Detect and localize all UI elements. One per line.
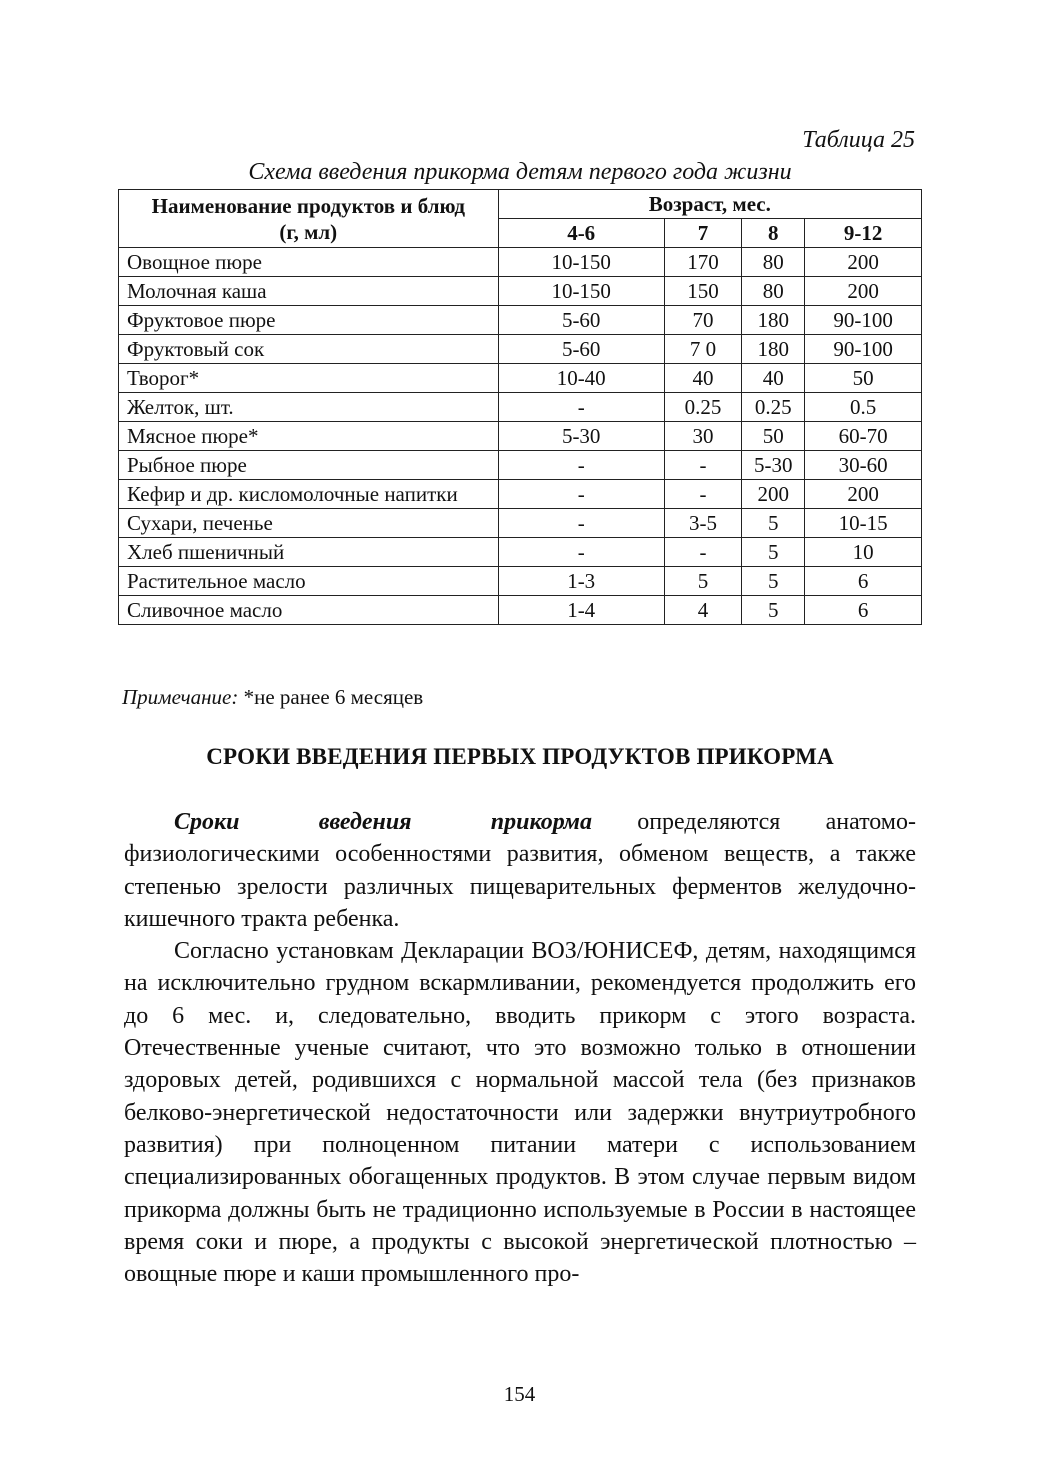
amount-cell: - — [664, 538, 741, 567]
product-name-cell: Молочная каша — [119, 277, 499, 306]
amount-cell: 90-100 — [805, 335, 922, 364]
age-group-header: Возраст, мес. — [498, 190, 921, 219]
amount-cell: 50 — [742, 422, 805, 451]
table-note — [122, 684, 423, 710]
emphasized-term: Сроки введения прикорма — [174, 809, 592, 835]
amount-cell: 0.25 — [664, 393, 741, 422]
table-caption: Схема введения прикорма детям первого года жизни — [248, 159, 792, 185]
product-name-cell: Желток, шт. — [119, 393, 499, 422]
paragraph: Согласно установкам Декларации ВОЗ/ЮНИСЕФ, детям, находящимся на исключительно грудном вскармливании, рекомендуется продолжить его до 6 мес. и, следовательно, вводить прикорм с этого возраста. Отечественные ученые считают, что это возможно только в отношении здоровых детей, родившихся с нормальной массой тела (без признаков белково-энергетической недостаточности или задержки внутриутробного развития) при полноценном питании матери с использованием специализированных обогащенных продуктов. В этом случае первым видом прикорма должны быть не традиционно используемые в России в настоящее время соки и пюре, а продукты с высокой энергетической плотностью – овощные пюре и каши промышленного про- — [124, 938, 916, 1288]
amount-cell: 10-15 — [805, 509, 922, 538]
amount-cell: 5-60 — [498, 306, 664, 335]
table-number: Таблица 25 — [802, 127, 915, 153]
amount-cell: 10-150 — [498, 277, 664, 306]
amount-cell: 200 — [805, 277, 922, 306]
table-row — [119, 509, 922, 538]
amount-cell: - — [664, 451, 741, 480]
product-name-cell: Кефир и др. кисломолочные напитки — [119, 480, 499, 509]
section-heading: СРОКИ ВВЕДЕНИЯ ПЕРВЫХ ПРОДУКТОВ ПРИКОРМА — [206, 744, 834, 769]
product-name-cell: Мясное пюре* — [119, 422, 499, 451]
amount-cell: 200 — [805, 480, 922, 509]
amount-cell: 10-40 — [498, 364, 664, 393]
product-name-cell: Фруктовый сок — [119, 335, 499, 364]
amount-cell: - — [498, 538, 664, 567]
note-label: Примечание: — [122, 685, 239, 709]
amount-cell: 150 — [664, 277, 741, 306]
age-column-header: 8 — [742, 219, 805, 248]
amount-cell: 5-30 — [742, 451, 805, 480]
amount-cell: 5-60 — [498, 335, 664, 364]
section-body — [124, 806, 916, 1290]
amount-cell: 5 — [742, 596, 805, 625]
amount-cell: 4 — [664, 596, 741, 625]
amount-cell: 10-150 — [498, 248, 664, 277]
amount-cell: 180 — [742, 335, 805, 364]
table-row — [119, 393, 922, 422]
table-row — [119, 567, 922, 596]
table-row — [119, 335, 922, 364]
amount-cell: - — [498, 509, 664, 538]
table-row — [119, 538, 922, 567]
amount-cell: 0.5 — [805, 393, 922, 422]
table-row — [119, 306, 922, 335]
table-row — [119, 422, 922, 451]
paragraph-text: определяются анатомо-физиологическими особенностями развития, обменом веществ, а также степенью зрелости различных пищеварительных ферментов желудочно-кишечного тракта ребенка. — [124, 809, 916, 932]
amount-cell: 5 — [742, 509, 805, 538]
product-name-cell: Фруктовое пюре — [119, 306, 499, 335]
amount-cell: 3-5 — [664, 509, 741, 538]
amount-cell: 40 — [664, 364, 741, 393]
amount-cell: 5 — [742, 567, 805, 596]
amount-cell: - — [498, 451, 664, 480]
amount-cell: 180 — [742, 306, 805, 335]
table-row — [119, 248, 922, 277]
age-column-header: 4-6 — [498, 219, 664, 248]
amount-cell: 5-30 — [498, 422, 664, 451]
product-name-cell: Хлеб пшеничный — [119, 538, 499, 567]
table-body — [119, 248, 922, 625]
table-row — [119, 480, 922, 509]
amount-cell: 10 — [805, 538, 922, 567]
product-name-cell: Сухари, печенье — [119, 509, 499, 538]
amount-cell: 1-3 — [498, 567, 664, 596]
amount-cell: 60-70 — [805, 422, 922, 451]
amount-cell: 50 — [805, 364, 922, 393]
age-column-header: 7 — [664, 219, 741, 248]
amount-cell: 80 — [742, 277, 805, 306]
amount-cell: 5 — [664, 567, 741, 596]
note-text: *не ранее 6 месяцев — [238, 685, 424, 709]
amount-cell: 6 — [805, 596, 922, 625]
amount-cell: 80 — [742, 248, 805, 277]
product-name-cell: Растительное масло — [119, 567, 499, 596]
amount-cell: 200 — [742, 480, 805, 509]
feeding-scheme-table — [118, 189, 922, 625]
amount-cell: 170 — [664, 248, 741, 277]
amount-cell: 30-60 — [805, 451, 922, 480]
age-column-header: 9-12 — [805, 219, 922, 248]
table-row — [119, 596, 922, 625]
table-row — [119, 364, 922, 393]
amount-cell: 1-4 — [498, 596, 664, 625]
paragraph — [124, 806, 916, 935]
table-row — [119, 451, 922, 480]
amount-cell: 90-100 — [805, 306, 922, 335]
product-name-cell: Сливочное масло — [119, 596, 499, 625]
product-name-cell: Творог* — [119, 364, 499, 393]
amount-cell: 0.25 — [742, 393, 805, 422]
page-number: 154 — [503, 1382, 536, 1406]
product-column-header — [119, 190, 499, 248]
product-name-cell: Рыбное пюре — [119, 451, 499, 480]
amount-cell: 70 — [664, 306, 741, 335]
amount-cell: - — [498, 393, 664, 422]
amount-cell: - — [664, 480, 741, 509]
amount-cell: - — [498, 480, 664, 509]
amount-cell: 30 — [664, 422, 741, 451]
product-name-cell: Овощное пюре — [119, 248, 499, 277]
amount-cell: 200 — [805, 248, 922, 277]
product-column-unit: (г, мл) — [279, 219, 338, 244]
product-column-title: Наименование продуктов и блюд — [151, 193, 465, 218]
amount-cell: 7 0 — [664, 335, 741, 364]
amount-cell: 6 — [805, 567, 922, 596]
table-row — [119, 277, 922, 306]
amount-cell: 40 — [742, 364, 805, 393]
amount-cell: 5 — [742, 538, 805, 567]
